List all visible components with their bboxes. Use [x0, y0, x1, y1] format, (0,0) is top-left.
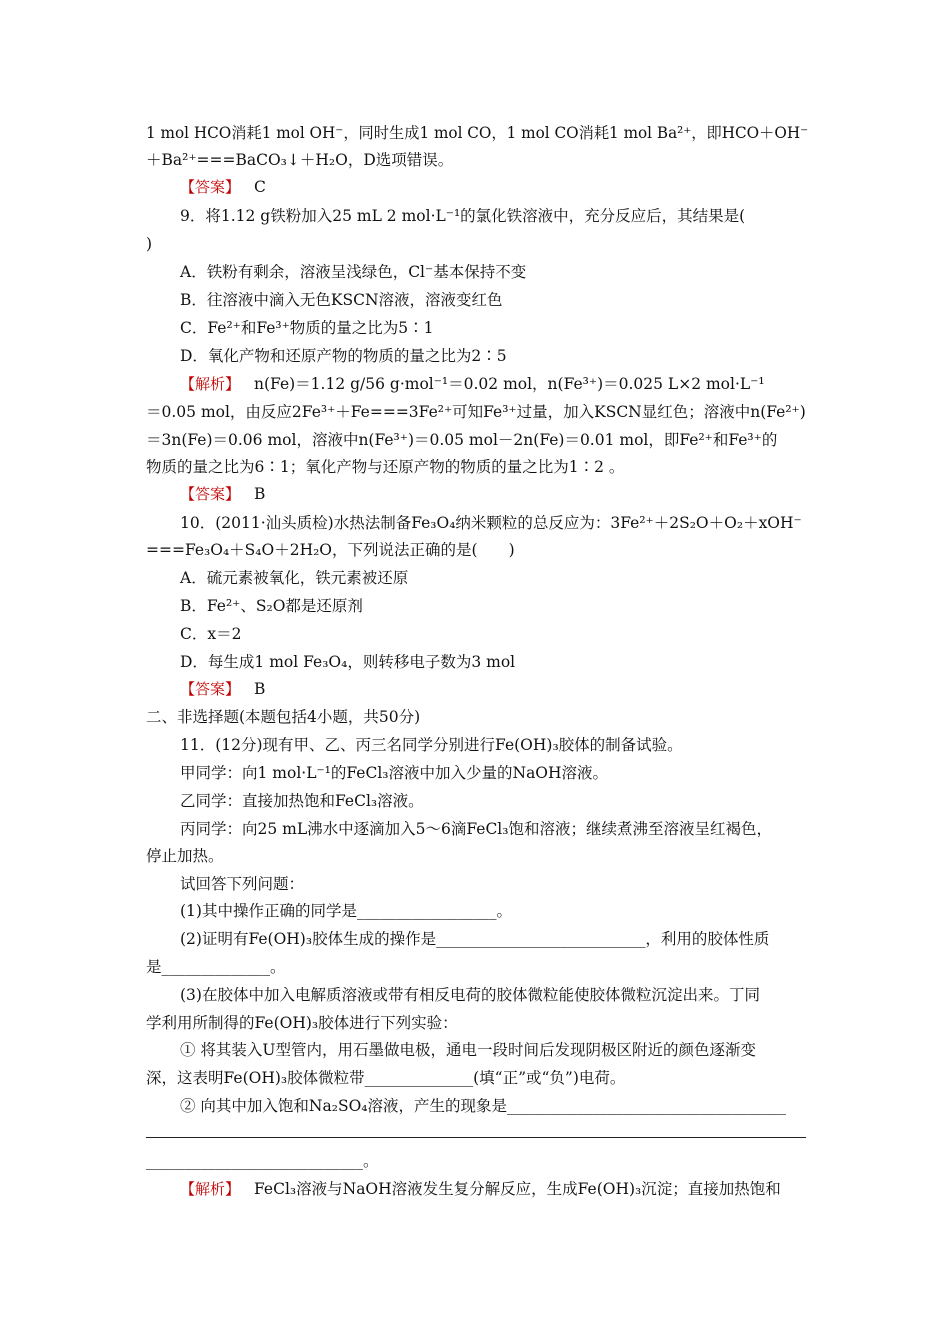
option-a: A．硫元素被氧化，铁元素被还原 [180, 569, 409, 587]
sub-question-1: (1)其中操作正确的同学是__________________。 [180, 902, 512, 920]
answer-value: C [254, 178, 266, 196]
analysis-tag: 【解析】 [180, 1180, 241, 1198]
option-b: B．往溶液中滴入无色KSCN溶液，溶液变红色 [180, 291, 503, 309]
answer-blank-rule [146, 1137, 806, 1138]
text-line: ____________________________。 [146, 1152, 379, 1170]
text-line: 试回答下列问题： [180, 875, 305, 893]
text-line: ＋Ba²⁺===BaCO₃↓＋H₂O，D选项错误。 [146, 151, 454, 169]
experiment-1: ① 将其装入U型管内，用石墨做电极，通电一段时间后发现阴极区附近的颜色逐渐变 [180, 1041, 756, 1059]
question-10-stem: 10．(2011·汕头质检)水热法制备Fe₃O₄纳米颗粒的总反应为：3Fe²⁺＋2S₂O＋O₂＋xOH⁻ [180, 514, 802, 532]
analysis-line [180, 374, 765, 394]
text-line: ＝0.05 mol，由反应2Fe³⁺＋Fe===3Fe²⁺可知Fe³⁺过量，加入KSCN显红色；溶液中n(Fe²⁺) [146, 403, 806, 421]
text-line: 甲同学：向1 mol·L⁻¹的FeCl₃溶液中加入少量的NaOH溶液。 [180, 764, 609, 782]
option-c: C．x＝2 [180, 625, 242, 643]
answer-value: B [254, 680, 266, 698]
answer-line [180, 484, 265, 504]
text-line: 停止加热。 [146, 847, 224, 865]
analysis-tag: 【解析】 [180, 375, 241, 393]
section-heading: 二、非选择题(本题包括4小题，共50分) [146, 708, 421, 726]
option-c: C．Fe²⁺和Fe³⁺物质的量之比为5∶1 [180, 319, 434, 337]
text-line: 1 mol HCO消耗1 mol OH⁻，同时生成1 mol CO，1 mol CO消耗1 mol Ba²⁺，即HCO＋OH⁻ [146, 124, 809, 142]
answer-tag: 【答案】 [180, 485, 241, 503]
answer-line [180, 177, 266, 197]
question-11-stem: 11．(12分)现有甲、乙、丙三名同学分别进行Fe(OH)₃胶体的制备试验。 [180, 736, 683, 754]
text-line: 丙同学：向25 mL沸水中逐滴加入5～6滴FeCl₃饱和溶液；继续煮沸至溶液呈红褐色， [180, 820, 772, 838]
text-line: 深，这表明Fe(OH)₃胶体微粒带______________(填“正”或“负”)电荷。 [146, 1069, 626, 1087]
text-line: ===Fe₃O₄＋S₄O＋2H₂O，下列说法正确的是( ) [146, 541, 515, 559]
answer-line [180, 679, 265, 699]
analysis-line [180, 1179, 781, 1199]
analysis-text: FeCl₃溶液与NaOH溶液发生复分解反应，生成Fe(OH)₃沉淀；直接加热饱和 [254, 1180, 781, 1198]
question-9-stem: 9．将1.12 g铁粉加入25 mL 2 mol·L⁻¹的氯化铁溶液中，充分反应后，其结果是( [180, 207, 746, 225]
text-line: 物质的量之比为6∶1；氧化产物与还原产物的物质的量之比为1∶2 。 [146, 458, 625, 476]
text-line: ＝3n(Fe)＝0.06 mol，溶液中n(Fe³⁺)＝0.05 mol－2n(Fe)＝0.01 mol，即Fe²⁺和Fe³⁺的 [146, 431, 778, 449]
option-b: B．Fe²⁺、S₂O都是还原剂 [180, 597, 363, 615]
text-line: 学利用所制得的Fe(OH)₃胶体进行下列实验： [146, 1014, 458, 1032]
option-a: A．铁粉有剩余，溶液呈浅绿色，Cl⁻基本保持不变 [180, 263, 527, 281]
sub-question-3: (3)在胶体中加入电解质溶液或带有相反电荷的胶体微粒能使胶体微粒沉淀出来。丁同 [180, 986, 760, 1004]
analysis-text: n(Fe)＝1.12 g/56 g·mol⁻¹＝0.02 mol，n(Fe³⁺)＝0.025 L×2 mol·L⁻¹ [254, 375, 765, 393]
text-line: 是______________。 [146, 958, 286, 976]
option-d: D．氧化产物和还原产物的物质的量之比为2∶5 [180, 347, 507, 365]
option-d: D．每生成1 mol Fe₃O₄，则转移电子数为3 mol [180, 653, 516, 671]
text-line: 乙同学：直接加热饱和FeCl₃溶液。 [180, 792, 424, 810]
answer-tag: 【答案】 [180, 178, 241, 196]
answer-value: B [254, 485, 266, 503]
sub-question-2: (2)证明有Fe(OH)₃胶体生成的操作是___________________________，利用的胶体性质 [180, 930, 770, 948]
answer-tag: 【答案】 [180, 680, 241, 698]
text-line: ) [146, 235, 153, 253]
experiment-2: ② 向其中加入饱和Na₂SO₄溶液，产生的现象是____________________________________ [180, 1097, 786, 1115]
